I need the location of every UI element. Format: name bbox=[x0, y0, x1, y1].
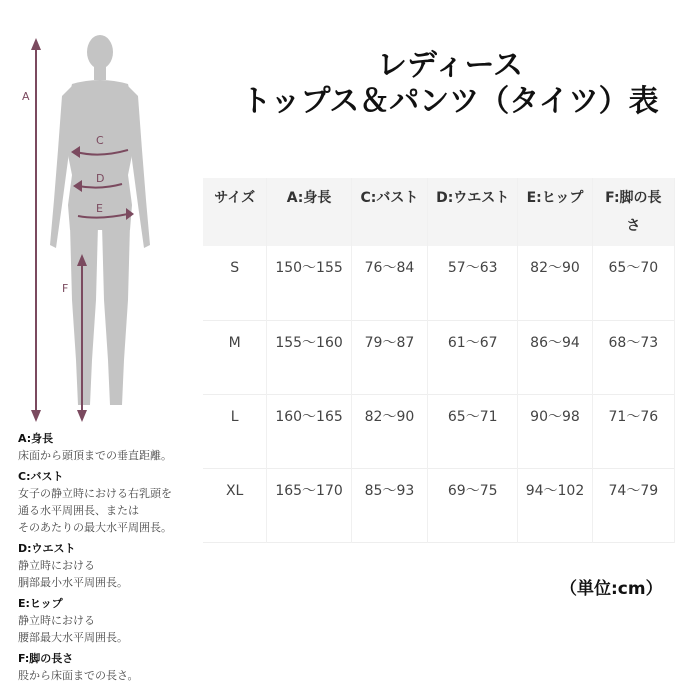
table-cell: 68〜73 bbox=[592, 320, 674, 394]
table-cell: 86〜94 bbox=[518, 320, 592, 394]
title-line-1: レディース bbox=[376, 48, 524, 83]
table-cell: 69〜75 bbox=[428, 468, 518, 542]
header-size: サイズ bbox=[203, 178, 267, 246]
body-silhouette bbox=[50, 35, 150, 405]
table-cell: 65〜71 bbox=[428, 394, 518, 468]
height-arrow bbox=[31, 38, 41, 422]
table-cell: 90〜98 bbox=[518, 394, 592, 468]
table-cell: L bbox=[203, 394, 267, 468]
table-cell: XL bbox=[203, 468, 267, 542]
label-f: F bbox=[62, 282, 69, 295]
header-hip: E:ヒップ bbox=[518, 178, 592, 246]
table-cell: 65〜70 bbox=[592, 246, 674, 320]
header-waist: D:ウエスト bbox=[428, 178, 518, 246]
table-cell: 57〜63 bbox=[428, 246, 518, 320]
table-cell: 71〜76 bbox=[592, 394, 674, 468]
table-cell: 85〜93 bbox=[351, 468, 427, 542]
legend-term: E:ヒップ bbox=[18, 597, 63, 610]
label-d: D bbox=[96, 172, 105, 185]
legend-term: A:身長 bbox=[18, 432, 54, 445]
header-height: A:身長 bbox=[267, 178, 351, 246]
label-c: C bbox=[96, 134, 104, 147]
table-row bbox=[203, 468, 675, 542]
table-cell: S bbox=[203, 246, 267, 320]
body-measurement-figure bbox=[0, 0, 200, 430]
table-header-row bbox=[203, 178, 675, 246]
legend-description: 静立時における 腰部最大水平周囲長。 bbox=[18, 614, 128, 644]
table-cell: 79〜87 bbox=[351, 320, 427, 394]
legend-term: D:ウエスト bbox=[18, 542, 76, 555]
table-row bbox=[203, 394, 675, 468]
header-leg-length: F:脚の長さ bbox=[592, 178, 674, 246]
table-cell: 76〜84 bbox=[351, 246, 427, 320]
label-e: E bbox=[96, 202, 103, 215]
table-row bbox=[203, 320, 675, 394]
legend-item bbox=[18, 430, 208, 464]
unit-note: （単位:cm） bbox=[560, 579, 663, 599]
legend-term: C:バスト bbox=[18, 470, 64, 483]
table-cell: 82〜90 bbox=[518, 246, 592, 320]
legend-description: 女子の静立時における右乳頭を 通る水平周囲長、または そのあたりの最大水平周囲長。 bbox=[18, 487, 172, 534]
table-cell: 74〜79 bbox=[592, 468, 674, 542]
title-line-2: トップス＆パンツ（タイツ）表 bbox=[241, 84, 659, 119]
table-cell: 160〜165 bbox=[267, 394, 351, 468]
legend-term: F:脚の長さ bbox=[18, 652, 74, 665]
body-silhouette-illustration bbox=[0, 0, 200, 430]
table-cell: 61〜67 bbox=[428, 320, 518, 394]
legend-description: 床面から頭頂までの垂直距離。 bbox=[18, 449, 172, 462]
legend-description: 股から床面までの長さ。 bbox=[18, 669, 139, 682]
table-cell: 94〜102 bbox=[518, 468, 592, 542]
table-cell: 82〜90 bbox=[351, 394, 427, 468]
size-table bbox=[203, 178, 675, 543]
legend-item bbox=[18, 595, 208, 646]
table-cell: 150〜155 bbox=[267, 246, 351, 320]
label-a: A bbox=[22, 90, 30, 103]
legend-item bbox=[18, 540, 208, 591]
legend-description: 静立時における 胴部最小水平周囲長。 bbox=[18, 559, 128, 589]
table-cell: 165〜170 bbox=[267, 468, 351, 542]
legend-item bbox=[18, 468, 208, 536]
header-bust: C:バスト bbox=[351, 178, 427, 246]
measurement-legend bbox=[18, 430, 208, 688]
page-title bbox=[200, 48, 700, 120]
table-row bbox=[203, 246, 675, 320]
table-cell: M bbox=[203, 320, 267, 394]
legend-item bbox=[18, 650, 208, 684]
table-cell: 155〜160 bbox=[267, 320, 351, 394]
